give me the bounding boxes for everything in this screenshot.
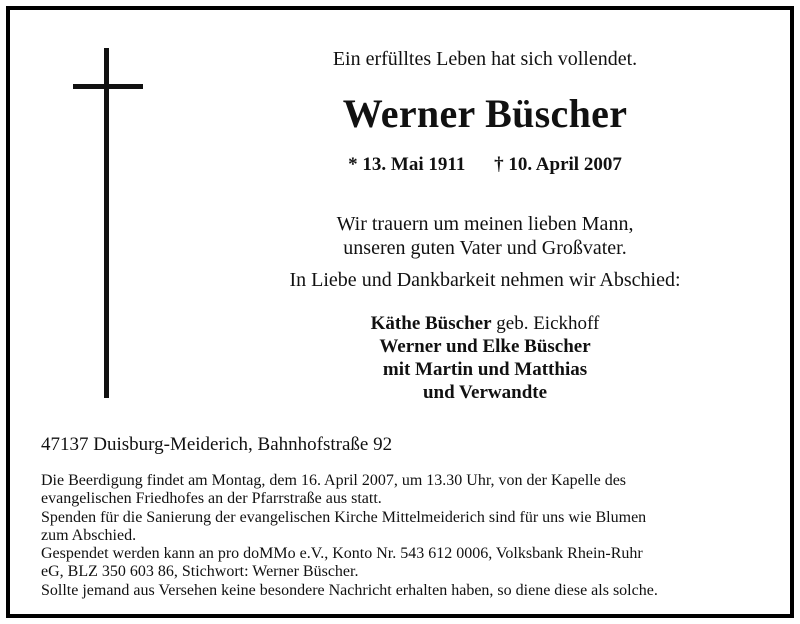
details-line: zum Abschied. [41, 526, 137, 544]
life-dates [210, 154, 760, 176]
mourning-line: unseren guten Vater und Großvater. [343, 237, 627, 259]
mourning-text [210, 212, 760, 260]
deceased-name: Werner Büscher [342, 91, 628, 136]
details-line: eG, BLZ 350 603 86, Stichwort: Werner Büscher. [41, 563, 359, 581]
details-line: evangelischen Friedhofes an der Pfarrstraße aus statt. [41, 490, 382, 508]
notice-frame [6, 6, 794, 618]
signer-line: Werner und Elke Büscher [379, 336, 591, 357]
funeral-details [41, 472, 781, 600]
birth-date: * 13. Mai 1911 [348, 154, 466, 175]
details-line: Sollte jemand aus Versehen keine besondere Nachricht erhalten haben, so diene diese als solche. [41, 581, 658, 599]
signer-line: mit Martin und Matthias [382, 359, 588, 380]
signer-line: und Verwandte [422, 382, 548, 403]
death-date: † 10. April 2007 [494, 154, 622, 175]
thanks-line: In Liebe und Dankbarkeit nehmen wir Abschied: [289, 269, 681, 291]
cross-icon-horizontal [73, 84, 143, 89]
details-line: Spenden für die Sanierung der evangelischen Kirche Mittelmeiderich sind für uns wie Blumen [41, 508, 647, 526]
signers-block [210, 312, 760, 404]
details-line: Gespendet werden kann an pro doMMo e.V., Konto Nr. 543 612 0006, Volksbank Rhein-Ruhr [41, 545, 643, 563]
signer-line [210, 312, 760, 335]
mourning-line: Wir trauern um meinen lieben Mann, [336, 213, 634, 235]
intro-line: Ein erfülltes Leben hat sich vollendet. [332, 48, 638, 70]
signer-primary: Käthe Büscher [370, 313, 492, 334]
cross-icon-vertical [104, 48, 109, 398]
details-line: Die Beerdigung findet am Montag, dem 16. April 2007, um 13.30 Uhr, von der Kapelle des [41, 472, 627, 489]
address-line: 47137 Duisburg-Meiderich, Bahnhofstraße 92 [41, 434, 393, 455]
signer-maiden-name: geb. Eickhoff [491, 313, 600, 334]
